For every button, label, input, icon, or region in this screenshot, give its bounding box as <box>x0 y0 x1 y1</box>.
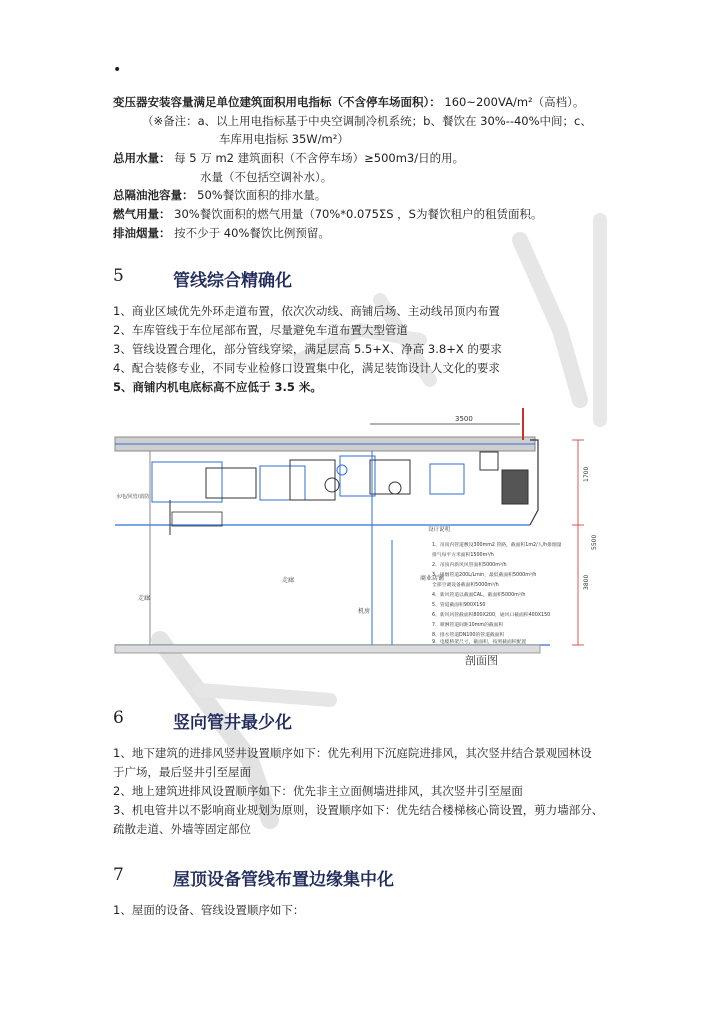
note-5: 全部空调设备截面积5000m³/h <box>432 583 499 588</box>
left-label: 水电/风管/消防 <box>116 494 150 500</box>
right-wall <box>530 440 538 525</box>
section-6-item-2: 2、地上建筑进排风设置顺序如下：优先非主立面侧墙进排风，其次竖井引至屋面 <box>113 784 523 798</box>
section-6-heading <box>113 708 513 733</box>
pipe-1 <box>325 478 339 492</box>
gas-value: 30%餐饮面积的燃气用量（70%*0.075ΣS ，S为餐饮租户的租赁面积。 <box>174 207 543 221</box>
section-6-item-3-cont: 疏散走道、外墙等固定部位 <box>113 822 251 836</box>
notes-title: 设计说明 <box>428 527 451 533</box>
note-line-1: （※备注：a、以上用电指标基于中央空调制冷机系统；b、餐饮在 30%--40%中间；c、 <box>142 114 592 128</box>
area-label-1: 走廊 <box>282 577 295 584</box>
note-10: 8、排水管道DN100的管道截面积 <box>432 633 505 638</box>
section-5-item-3: 3、管线设置合理化，部分管线穿梁，满足层高 5.5+X、净高 3.8+X 的要求 <box>113 342 502 356</box>
note-7: 5、管道截面积900X150 <box>432 603 486 608</box>
drawing-caption: 剖面图 <box>465 654 498 667</box>
duct-6 <box>370 460 410 494</box>
section-5-item-4: 4、配合装修专业，不同专业检修口设置集中化，满足装饰设计人文化的要求 <box>113 361 500 375</box>
section-7-heading <box>113 865 513 890</box>
section-drawing <box>110 400 610 670</box>
top-dimension-label: 3500 <box>455 415 473 423</box>
grease-value: 50%餐饮面积的排水量。 <box>197 188 327 202</box>
note-11: 9、电缆桥架尺寸，截面积，按照截面积配置 <box>432 640 527 645</box>
right-dimension-1: 1700 <box>583 466 590 482</box>
water-label: 总用水量： <box>113 151 171 165</box>
note-4: 3、排烟管道200L/Lmin，最低截面积5000m³/h <box>432 573 537 578</box>
section-6-title: 竖向管井最少化 <box>173 713 292 733</box>
note-2: 排气每平方米面积1500m³/h <box>432 553 494 558</box>
area-label-2: 走廊 <box>138 595 151 602</box>
pipe-2 <box>337 465 347 475</box>
left-label-box <box>172 512 222 526</box>
note-9: 7、喷淋管道间距10mm的截面积 <box>432 623 504 628</box>
equipment-box <box>502 470 528 504</box>
exhaust-label: 排油烟量： <box>113 226 171 240</box>
area-label-3: 商业店铺 <box>420 575 445 582</box>
floor-slab <box>115 645 540 653</box>
right-dimension-3: 3800 <box>583 574 590 590</box>
note-line-2: 车库用电指标 35W/m²） <box>219 132 349 146</box>
section-5-item-5: 5、商铺内机电底标高不应低于 3.5 米。 <box>113 380 322 394</box>
section-7-title: 屋顶设备管线布置边缘集中化 <box>173 870 394 890</box>
section-7-item-1: 1、屋面的设备、管线设置顺序如下： <box>113 903 305 917</box>
section-6-number: 6 <box>113 708 124 728</box>
gas-line <box>113 206 542 222</box>
small-equipment <box>480 452 498 470</box>
section-6-item-1-cont: 于广场，最后竖井引至屋面 <box>113 765 251 779</box>
section-6-item-1: 1、地下建筑的进排风竖井设置顺序如下：优先利用下沉庭院进排风，其次竖井结合景观园林设 <box>113 746 592 760</box>
note-3: 2、吊顶内新风风管面积5000m³/h <box>432 563 507 568</box>
section-5-title: 管线综合精确化 <box>173 271 292 291</box>
exhaust-value: 按不少于 40%餐饮比例预留。 <box>174 226 330 240</box>
water-value: 每 5 万 m2 建筑面积（不含停车场）≥500m3/日的用。 <box>174 151 465 165</box>
section-5-number: 5 <box>113 266 124 286</box>
note-6: 4、新风管道以截面CAL，截面积5000m³/h <box>432 593 526 598</box>
note-1: 1、吊顶内管道敷设300mm2 管路，截面积1m2/人/h排烟量 <box>432 543 562 548</box>
duct-7 <box>430 464 464 494</box>
section-5-heading <box>113 266 513 291</box>
transformer-value: 160~200VA/m²（高档）。 <box>444 95 585 109</box>
grease-label: 总隔油池容量： <box>113 188 194 202</box>
exhaust-line <box>113 225 330 241</box>
water-line <box>113 150 464 166</box>
section-5-item-2: 2、车库管线于车位尾部布置，尽量避免车道布置大型管道 <box>113 323 408 337</box>
section-5-item-1: 1、商业区域优先外环走道布置，依次次动线、商铺后场、主动线吊顶内布置 <box>113 304 500 318</box>
section-6-item-3: 3、机电管井以不影响商业规划为原则，设置顺序如下：优先结合楼梯核心筒设置，剪力墙部分、 <box>113 803 604 817</box>
bullet-marker: • <box>113 62 122 78</box>
duct-2 <box>206 468 256 498</box>
water-line-2: 水量（不包括空调补水）。 <box>200 170 333 184</box>
grease-line <box>113 187 326 203</box>
transformer-label: 变压器安装容量满足单位建筑面积用电指标（不含停车场面积）： <box>113 95 441 109</box>
right-dimension-2: 5500 <box>591 534 598 550</box>
transformer-line <box>113 94 584 110</box>
area-label-4: 机房 <box>358 608 371 615</box>
pipe-3 <box>389 482 401 494</box>
gas-label: 燃气用量： <box>113 207 171 221</box>
section-7-number: 7 <box>113 865 124 885</box>
duct-3 <box>260 466 305 500</box>
note-8: 6、新风风管截面积800X200，通风口截面积400X150 <box>432 613 551 618</box>
